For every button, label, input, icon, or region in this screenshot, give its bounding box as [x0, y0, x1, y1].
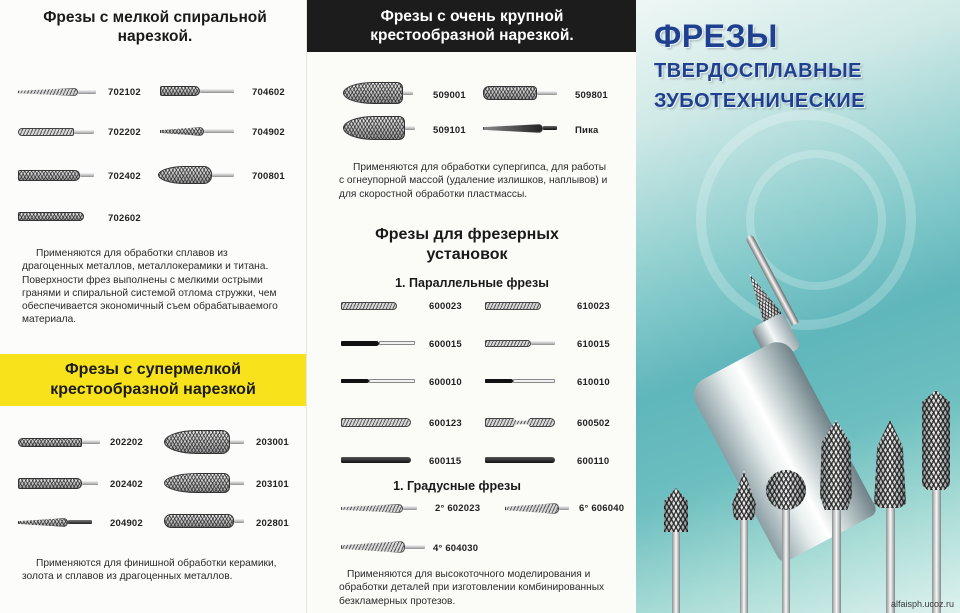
panel-fine-spiral: [0, 0, 306, 613]
code-label: 204902: [110, 518, 143, 529]
code-label: 600023: [429, 301, 462, 312]
code-label: 202202: [110, 437, 143, 448]
code-label: 610010: [577, 377, 610, 388]
code-label: 610023: [577, 301, 610, 312]
banner-coarse: [307, 0, 637, 52]
cover-title-main: ФРЕЗЫ: [654, 18, 778, 54]
code-label: 702402: [108, 171, 141, 182]
code-label: 202801: [256, 518, 289, 529]
description-coarse: Применяются для обработки супергипса, для работы с огнеупорной массой (удаление излишков, наплывов) и для скоростной обработки пластмассы.: [339, 162, 608, 200]
code-label: 509101: [433, 125, 466, 136]
code-label: 600015: [429, 339, 462, 350]
banner-superfine-text: Фрезы с супермелкой крестообразной нарезкой: [50, 361, 256, 398]
code-label: 203001: [256, 437, 289, 448]
code-label: 704902: [252, 127, 285, 138]
subheading-degree: 1. Градусные фрезы: [393, 479, 521, 493]
subheading-parallel: 1. Параллельные фрезы: [395, 276, 549, 290]
code-label: 2° 602023: [435, 503, 481, 514]
code-label: Пика: [575, 125, 599, 136]
code-label: 702602: [108, 213, 141, 224]
panel-cover: [636, 0, 960, 613]
heading-fine-spiral: Фрезы с мелкой спиральной нарезкой.: [43, 9, 267, 46]
description-superfine: Применяются для финишной обработки керамики, золота и сплавов из драгоценных металлов.: [22, 558, 277, 583]
bur-shaft: [832, 500, 841, 613]
description-milling: Применяются для высокоточного моделирования и обработки деталей при изготовлении комбинированных безкламерных протезов.: [339, 569, 605, 607]
code-label: 202402: [110, 479, 143, 490]
bur-shaft: [672, 520, 680, 613]
banner-coarse-text: Фрезы с очень крупной крестообразной нарезкой.: [370, 7, 574, 44]
code-label: 6° 606040: [579, 503, 625, 514]
panel-coarse: [306, 0, 636, 613]
code-label: 704602: [252, 87, 285, 98]
bur-large: [766, 470, 806, 510]
code-label: 702102: [108, 87, 141, 98]
bur-shaft: [782, 495, 790, 613]
code-label: 702202: [108, 127, 141, 138]
code-label: 509001: [433, 90, 466, 101]
code-label: 600010: [429, 377, 462, 388]
code-label: 600110: [577, 456, 610, 467]
bur-shaft: [932, 480, 941, 613]
code-label: 600502: [577, 418, 610, 429]
description-fine-spiral: Применяются для обработки сплавов из драгоценных металлов, металлокерамики и титана. Поверхности фрез выполнены с мелкими острыми гранями и спиральной системой отлома стружки, чем обеспечивается экономичный съем обрабатываемого материала.: [22, 248, 278, 326]
cover-title-line3: ЗУБОТЕХНИЧЕСКИЕ: [654, 90, 866, 112]
bur-large: [922, 390, 950, 490]
code-label: 4° 604030: [433, 543, 479, 554]
bur-large: [874, 420, 906, 508]
bur-large: [664, 488, 688, 532]
heading-milling: Фрезы для фрезерных установок: [375, 226, 559, 263]
cover-title-line2: ТВЕРДОСПЛАВНЫЕ: [654, 60, 862, 82]
code-label: 610015: [577, 339, 610, 350]
watermark: alfaisph.ucoz.ru: [890, 599, 954, 609]
code-label: 203101: [256, 479, 289, 490]
bur-shaft: [886, 500, 895, 613]
banner-superfine: [0, 354, 306, 406]
code-label: 509801: [575, 90, 608, 101]
code-label: 600115: [429, 456, 462, 467]
code-label: 600123: [429, 418, 462, 429]
code-label: 700801: [252, 171, 285, 182]
